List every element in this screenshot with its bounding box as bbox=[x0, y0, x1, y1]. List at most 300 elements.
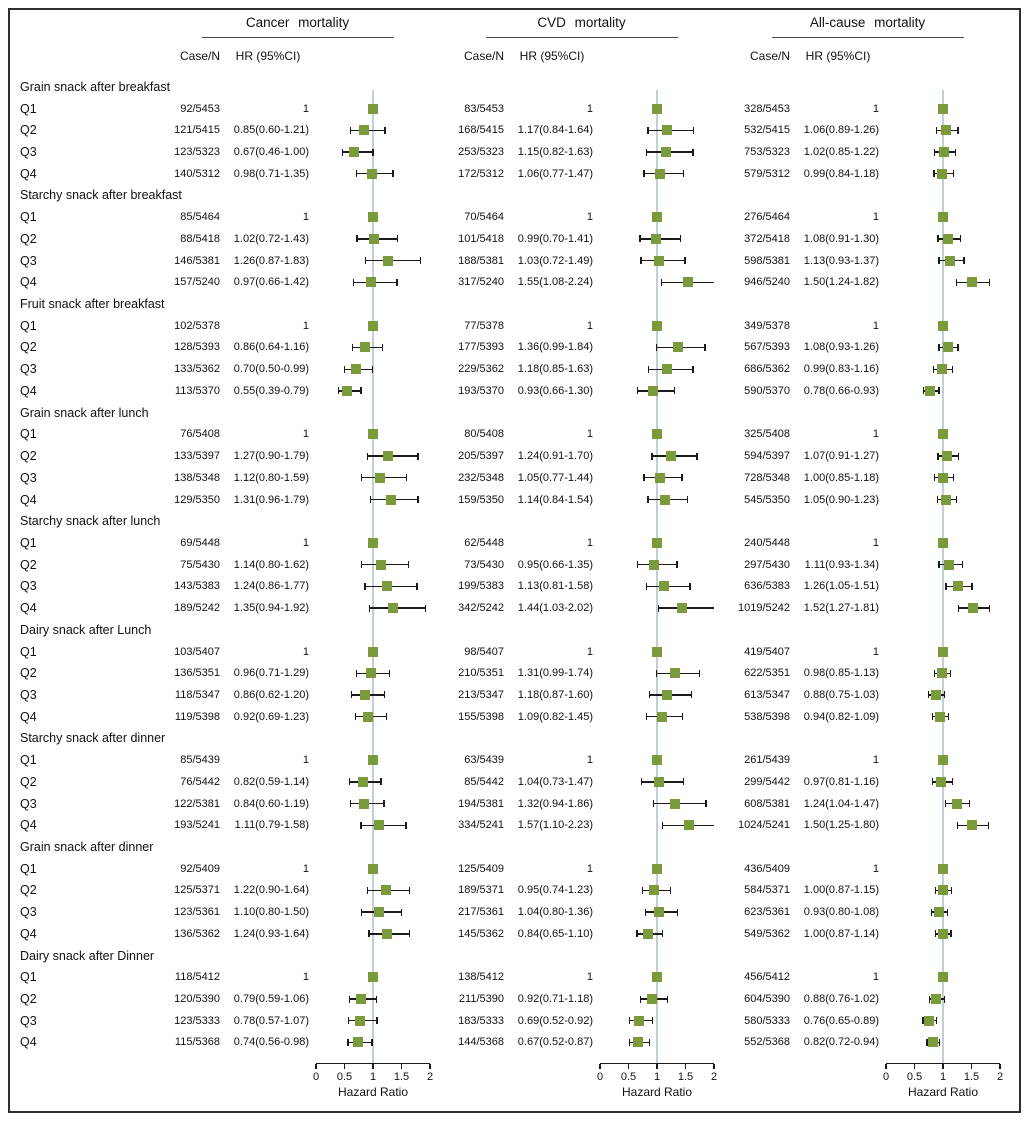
quartile-label: Q3 bbox=[20, 1013, 37, 1028]
case-n-value: 608/5381 bbox=[744, 797, 790, 810]
x-axis-tick-label: 0 bbox=[312, 1071, 320, 1083]
x-axis-tick bbox=[971, 1064, 972, 1069]
quartile-label: Q4 bbox=[20, 383, 37, 398]
hr-ci-value: 0.95(0.66-1.35) bbox=[517, 558, 593, 571]
case-n-value: 128/5393 bbox=[174, 341, 220, 354]
quartile-label: Q2 bbox=[20, 449, 37, 464]
panel-allcause bbox=[735, 141, 1000, 163]
quartile-label: Q2 bbox=[20, 883, 37, 898]
hr-point-marker bbox=[652, 104, 662, 114]
forest-plot-cell bbox=[600, 228, 714, 250]
forest-row bbox=[20, 467, 1000, 489]
panel-cvd bbox=[449, 271, 714, 293]
hr-point-marker bbox=[633, 1037, 643, 1047]
forest-plot-cell bbox=[886, 119, 1000, 141]
hr-ci-value: 0.88(0.75-1.03) bbox=[803, 688, 879, 701]
case-n-value: 549/5362 bbox=[744, 927, 790, 940]
panel-cancer bbox=[165, 901, 430, 923]
panel-cvd bbox=[449, 358, 714, 380]
forest-row bbox=[20, 706, 1000, 728]
hr-point-marker bbox=[374, 907, 384, 917]
forest-plot-cell bbox=[600, 1010, 714, 1032]
case-n-value: 118/5347 bbox=[174, 688, 220, 701]
hr-point-marker bbox=[368, 972, 378, 982]
panel-allcause bbox=[735, 1010, 1000, 1032]
forest-plot-cell bbox=[886, 814, 1000, 836]
ci-cap-right bbox=[360, 387, 361, 394]
forest-plot-cell bbox=[316, 554, 430, 576]
case-n-value: 567/5393 bbox=[744, 341, 790, 354]
quartile-label: Q4 bbox=[20, 166, 37, 181]
hr-ci-value: 1.14(0.84-1.54) bbox=[517, 493, 593, 506]
ci-cap-left bbox=[646, 713, 647, 720]
hr-ci-value: 0.78(0.57-1.07) bbox=[233, 1014, 309, 1027]
case-n-value: 125/5409 bbox=[458, 862, 504, 875]
ci-cap-right bbox=[674, 387, 675, 394]
ci-cap-left bbox=[370, 496, 371, 503]
x-axis-title: Hazard Ratio bbox=[337, 1085, 409, 1099]
case-n-value: 120/5390 bbox=[174, 993, 220, 1006]
panel-cvd bbox=[449, 337, 714, 359]
case-n-value: 622/5351 bbox=[744, 667, 790, 680]
ci-cap-right bbox=[371, 1039, 372, 1046]
hr-ci-value: 1.44(1.03-2.02) bbox=[517, 602, 593, 615]
forest-plot-cell bbox=[316, 119, 430, 141]
forest-plot-cell bbox=[316, 141, 430, 163]
x-axis-tick-label: 0 bbox=[596, 1071, 604, 1083]
panel-cancer bbox=[165, 206, 430, 228]
forest-plot-cell bbox=[600, 641, 714, 663]
case-n-value: 172/5312 bbox=[458, 167, 504, 180]
panel-cvd bbox=[449, 814, 714, 836]
forest-row bbox=[20, 662, 1000, 684]
ci-cap-right bbox=[677, 909, 678, 916]
x-axis-tick-label: 0.5 bbox=[336, 1071, 353, 1083]
forest-plot-cell bbox=[600, 554, 714, 576]
panel-allcause bbox=[735, 228, 1000, 250]
case-n-value: 217/5361 bbox=[458, 906, 504, 919]
hr-ci-value: 1.12(0.80-1.59) bbox=[233, 471, 309, 484]
ci-cap-right bbox=[951, 887, 952, 894]
ci-cap-right bbox=[682, 713, 683, 720]
forest-plot-cell bbox=[886, 358, 1000, 380]
ci-cap-left bbox=[639, 235, 640, 242]
panel-cancer bbox=[165, 98, 430, 120]
case-n-value: 532/5415 bbox=[744, 124, 790, 137]
forest-row bbox=[20, 923, 1000, 945]
forest-plot-cell bbox=[600, 358, 714, 380]
hr-point-marker bbox=[684, 820, 694, 830]
case-n-value: 146/5381 bbox=[174, 254, 220, 267]
forest-plot-cell bbox=[316, 228, 430, 250]
forest-plot-cell bbox=[886, 706, 1000, 728]
forest-plot-cell bbox=[886, 1032, 1000, 1054]
hr-point-marker bbox=[651, 234, 661, 244]
panel-allcause bbox=[735, 358, 1000, 380]
forest-plot-cell bbox=[316, 597, 430, 619]
quartile-label: Q3 bbox=[20, 796, 37, 811]
hr-ci-value: 0.85(0.60-1.21) bbox=[233, 124, 309, 137]
case-n-value: 686/5362 bbox=[744, 363, 790, 376]
ci-cap-left bbox=[648, 366, 649, 373]
hr-ci-value: 1.24(1.04-1.47) bbox=[803, 797, 879, 810]
forest-plot-cell bbox=[316, 901, 430, 923]
hr-point-marker bbox=[938, 104, 948, 114]
case-n-value: 1024/5241 bbox=[738, 819, 790, 832]
quartile-label: Q2 bbox=[20, 774, 37, 789]
forest-plot-cell bbox=[886, 337, 1000, 359]
case-n-value: 183/5333 bbox=[458, 1014, 504, 1027]
forest-row bbox=[20, 380, 1000, 402]
x-axis-tick-label: 1 bbox=[369, 1071, 377, 1083]
x-axis-tick-label: 1 bbox=[939, 1071, 947, 1083]
case-n-value: 342/5242 bbox=[458, 602, 504, 615]
hr-point-marker bbox=[967, 820, 977, 830]
hr-point-marker bbox=[928, 1037, 938, 1047]
forest-row bbox=[20, 988, 1000, 1010]
forest-plot-cell bbox=[600, 923, 714, 945]
ci-cap-right bbox=[971, 583, 972, 590]
case-n-value: 199/5383 bbox=[458, 580, 504, 593]
ci-cap-left bbox=[350, 127, 351, 134]
case-n-value: 88/5418 bbox=[180, 232, 220, 245]
ci-cap-left bbox=[349, 996, 350, 1003]
hr-ci-value: 0.67(0.46-1.00) bbox=[233, 146, 309, 159]
ci-cap-left bbox=[367, 453, 368, 460]
hr-ci-value: 0.96(0.71-1.29) bbox=[233, 667, 309, 680]
forest-row bbox=[20, 271, 1000, 293]
case-n-value: 240/5448 bbox=[744, 536, 790, 549]
hr-ci-value: 1 bbox=[302, 319, 309, 332]
panel-cancer bbox=[165, 532, 430, 554]
hr-point-marker bbox=[643, 929, 653, 939]
ci-cap-left bbox=[342, 149, 343, 156]
panel-allcause bbox=[735, 684, 1000, 706]
forest-row bbox=[20, 597, 1000, 619]
hr-point-marker bbox=[938, 972, 948, 982]
ci-cap-left bbox=[653, 800, 654, 807]
hr-ci-value: 1.05(0.90-1.23) bbox=[803, 493, 879, 506]
forest-plot-cell bbox=[316, 923, 430, 945]
case-n-value: 98/5407 bbox=[464, 645, 504, 658]
ci-cap-left bbox=[646, 149, 647, 156]
ci-cap-left bbox=[646, 583, 647, 590]
quartile-label: Q2 bbox=[20, 557, 37, 572]
ci-cap-right bbox=[687, 496, 688, 503]
forest-plot-cell bbox=[886, 1010, 1000, 1032]
forest-plot-cell bbox=[886, 793, 1000, 815]
case-n-value: 101/5418 bbox=[458, 232, 504, 245]
ci-cap-right bbox=[936, 1017, 937, 1024]
panel-cancer bbox=[165, 641, 430, 663]
hr-point-marker bbox=[369, 234, 379, 244]
ci-cap-right bbox=[681, 474, 682, 481]
hr-ci-value: 1.00(0.87-1.15) bbox=[803, 884, 879, 897]
forest-plot-cell bbox=[316, 988, 430, 1010]
case-n-value: 552/5368 bbox=[744, 1036, 790, 1049]
ci-cap-left bbox=[352, 344, 353, 351]
hr-ci-value: 1.06(0.77-1.47) bbox=[517, 167, 593, 180]
case-n-value: 113/5370 bbox=[174, 384, 220, 397]
forest-row bbox=[20, 966, 1000, 988]
panel-cancer bbox=[165, 1032, 430, 1054]
hr-point-marker bbox=[652, 538, 662, 548]
ci-cap-left bbox=[350, 800, 351, 807]
ci-cap-left bbox=[361, 561, 362, 568]
case-n-value: 325/5408 bbox=[744, 428, 790, 441]
hr-ci-value: 1.04(0.73-1.47) bbox=[517, 775, 593, 788]
forest-plot-cell bbox=[886, 966, 1000, 988]
panel-cvd bbox=[449, 793, 714, 815]
ci-cap-right bbox=[939, 1039, 940, 1046]
group-row bbox=[20, 293, 1000, 315]
ci-cap-right bbox=[409, 887, 410, 894]
ci-cap-left bbox=[937, 496, 938, 503]
hr-ci-value: 1 bbox=[586, 428, 593, 441]
hr-point-marker bbox=[355, 1016, 365, 1026]
case-n-value: 334/5241 bbox=[458, 819, 504, 832]
ci-cap-left bbox=[651, 453, 652, 460]
forest-plot-cell bbox=[600, 706, 714, 728]
panel-cancer bbox=[165, 576, 430, 598]
panel-cvd bbox=[449, 206, 714, 228]
hr-ci-value: 1 bbox=[586, 754, 593, 767]
panel-cancer bbox=[165, 554, 430, 576]
quartile-label: Q2 bbox=[20, 666, 37, 681]
case-n-value: 121/5415 bbox=[174, 124, 220, 137]
ci-cap-left bbox=[931, 909, 932, 916]
ci-cap-right bbox=[401, 909, 402, 916]
hr-ci-value: 1.11(0.93-1.34) bbox=[804, 558, 879, 571]
panel-cancer bbox=[165, 445, 430, 467]
panel-cancer bbox=[165, 380, 430, 402]
panel-allcause bbox=[735, 901, 1000, 923]
forest-plot-cell bbox=[316, 250, 430, 272]
case-n-value: 194/5381 bbox=[458, 797, 504, 810]
panel-cvd bbox=[449, 749, 714, 771]
hr-point-marker bbox=[662, 690, 672, 700]
hr-point-marker bbox=[368, 538, 378, 548]
ci-cap-left bbox=[640, 996, 641, 1003]
hr-point-marker bbox=[360, 690, 370, 700]
panel-cvd bbox=[449, 424, 714, 446]
group-label: Grain snack after dinner bbox=[20, 840, 154, 855]
ci-cap-left bbox=[649, 691, 650, 698]
hr-ci-value: 1.06(0.89-1.26) bbox=[803, 124, 879, 137]
ci-cap-left bbox=[355, 713, 356, 720]
hr-point-marker bbox=[936, 777, 946, 787]
hr-point-marker bbox=[654, 907, 664, 917]
hr-ci-value: 0.93(0.80-1.08) bbox=[803, 906, 879, 919]
case-n-value: 70/5464 bbox=[464, 211, 504, 224]
panel-cvd bbox=[449, 250, 714, 272]
panel-allcause bbox=[735, 814, 1000, 836]
forest-plot-cell bbox=[316, 380, 430, 402]
case-n-value: 138/5348 bbox=[174, 471, 220, 484]
hr-ci-value: 1 bbox=[586, 102, 593, 115]
hr-point-marker bbox=[943, 234, 953, 244]
forest-plot-cell bbox=[600, 771, 714, 793]
hr-ci-value: 1.00(0.85-1.18) bbox=[803, 471, 879, 484]
hr-point-marker bbox=[661, 147, 671, 157]
ci-cap-right bbox=[947, 909, 948, 916]
ci-cap-left bbox=[932, 778, 933, 785]
hr-point-marker bbox=[349, 147, 359, 157]
forest-row bbox=[20, 641, 1000, 663]
ci-cap-right bbox=[955, 149, 956, 156]
forest-row bbox=[20, 1010, 1000, 1032]
ci-cap-right bbox=[989, 279, 990, 286]
hr-ci-value: 1 bbox=[302, 645, 309, 658]
hr-ci-value: 1.50(1.25-1.80) bbox=[803, 819, 879, 832]
panel-cvd bbox=[449, 141, 714, 163]
panel-cancer bbox=[165, 250, 430, 272]
panel-cvd bbox=[449, 858, 714, 880]
case-n-value: 129/5350 bbox=[174, 493, 220, 506]
quartile-label: Q4 bbox=[20, 709, 37, 724]
ci-cap-left bbox=[643, 474, 644, 481]
group-label: Starchy snack after breakfast bbox=[20, 188, 182, 203]
case-n-value: 76/5408 bbox=[180, 428, 220, 441]
x-axis-tick-label: 0.5 bbox=[906, 1071, 923, 1083]
forest-row bbox=[20, 793, 1000, 815]
ci-cap-right bbox=[680, 235, 681, 242]
x-axis-tick bbox=[628, 1064, 629, 1069]
forest-row bbox=[20, 163, 1000, 185]
ci-cap-right bbox=[957, 127, 958, 134]
panel-allcause bbox=[735, 706, 1000, 728]
hr-point-marker bbox=[652, 647, 662, 657]
hr-point-marker bbox=[938, 538, 948, 548]
panel-cancer bbox=[165, 880, 430, 902]
ci-cap-left bbox=[937, 453, 938, 460]
panel-cvd bbox=[449, 119, 714, 141]
panel-allcause bbox=[735, 749, 1000, 771]
panel-allcause bbox=[735, 163, 1000, 185]
panel-allcause bbox=[735, 119, 1000, 141]
forest-plot-cell bbox=[600, 337, 714, 359]
case-n-value: 211/5390 bbox=[458, 993, 504, 1006]
x-axis-tick bbox=[401, 1064, 402, 1069]
hr-ci-value: 1 bbox=[302, 102, 309, 115]
panel-allcause bbox=[735, 662, 1000, 684]
forest-row bbox=[20, 337, 1000, 359]
panel-header-allcause bbox=[735, 14, 1000, 63]
hr-ci-value: 0.97(0.66-1.42) bbox=[233, 276, 309, 289]
case-n-value: 299/5442 bbox=[744, 775, 790, 788]
forest-plot-cell bbox=[316, 163, 430, 185]
quartile-label: Q2 bbox=[20, 340, 37, 355]
ci-cap-right bbox=[372, 149, 373, 156]
forest-plot-cell bbox=[600, 206, 714, 228]
case-n-value: 133/5362 bbox=[174, 363, 220, 376]
hr-ci-value: 1 bbox=[872, 211, 879, 224]
ci-cap-right bbox=[696, 453, 697, 460]
group-label: Grain snack after lunch bbox=[20, 405, 149, 420]
quartile-label: Q4 bbox=[20, 492, 37, 507]
case-n-value: 75/5430 bbox=[180, 558, 220, 571]
ci-cap-left bbox=[661, 279, 662, 286]
quartile-label: Q3 bbox=[20, 687, 37, 702]
x-axis-tick-label: 1 bbox=[653, 1071, 661, 1083]
case-n-header: Case/N bbox=[179, 49, 220, 63]
ci-cap-left bbox=[936, 127, 937, 134]
panel-title-cvd: CVD mortality bbox=[486, 15, 678, 38]
ci-cap-left bbox=[361, 909, 362, 916]
quartile-label: Q3 bbox=[20, 905, 37, 920]
forest-plot-cell bbox=[316, 445, 430, 467]
forest-row bbox=[20, 228, 1000, 250]
panel-cvd bbox=[449, 489, 714, 511]
forest-plot-cell bbox=[316, 1032, 430, 1054]
hr-point-marker bbox=[666, 451, 676, 461]
ci-cap-left bbox=[643, 170, 644, 177]
hr-point-marker bbox=[673, 342, 683, 352]
forest-plot-cell bbox=[600, 597, 714, 619]
forest-plot-cell bbox=[886, 380, 1000, 402]
case-n-value: 92/5453 bbox=[180, 102, 220, 115]
hr-ci-value: 1.55(1.08-2.24) bbox=[517, 276, 593, 289]
hr-ci-value: 1.11(0.79-1.58) bbox=[234, 819, 309, 832]
forest-rows-layer bbox=[20, 76, 1000, 1053]
hr-point-marker bbox=[935, 712, 945, 722]
hr-point-marker bbox=[381, 885, 391, 895]
group-row bbox=[20, 185, 1000, 207]
hr-ci-value: 0.84(0.60-1.19) bbox=[233, 797, 309, 810]
panel-cancer bbox=[165, 315, 430, 337]
hr-point-marker bbox=[386, 495, 396, 505]
ci-cap-right bbox=[392, 170, 393, 177]
forest-plot-cell bbox=[600, 119, 714, 141]
forest-row bbox=[20, 771, 1000, 793]
x-axis-tick-label: 1.5 bbox=[393, 1071, 410, 1083]
hr-point-marker bbox=[368, 212, 378, 222]
hr-point-marker bbox=[360, 342, 370, 352]
forest-plot-cell bbox=[600, 380, 714, 402]
hr-ci-value: 1.27(0.90-1.79) bbox=[233, 450, 309, 463]
ci-cap-right bbox=[389, 670, 390, 677]
ci-cap-left bbox=[934, 670, 935, 677]
ci-cap-right bbox=[944, 691, 945, 698]
case-n-value: 102/5378 bbox=[174, 319, 220, 332]
forest-plot-cell bbox=[886, 923, 1000, 945]
forest-plot-cell bbox=[600, 315, 714, 337]
hr-ci-value: 1.31(0.96-1.79) bbox=[233, 493, 309, 506]
quartile-label: Q2 bbox=[20, 231, 37, 246]
ci-cap-left bbox=[945, 583, 946, 590]
ci-cap-right bbox=[692, 366, 693, 373]
panel-cancer bbox=[165, 597, 430, 619]
panel-cancer bbox=[165, 966, 430, 988]
hr-ci-value: 1 bbox=[872, 754, 879, 767]
panel-allcause bbox=[735, 597, 1000, 619]
forest-plot-cell bbox=[886, 597, 1000, 619]
group-label: Grain snack after breakfast bbox=[20, 79, 171, 94]
hr-point-marker bbox=[652, 321, 662, 331]
forest-plot-cell bbox=[316, 337, 430, 359]
ci-cap-left bbox=[356, 235, 357, 242]
hr-point-marker bbox=[939, 147, 949, 157]
x-axis-tick bbox=[429, 1064, 430, 1069]
panel-cancer bbox=[165, 988, 430, 1010]
forest-row bbox=[20, 250, 1000, 272]
ci-cap-right bbox=[944, 996, 945, 1003]
hr-point-marker bbox=[368, 647, 378, 657]
hr-ci-value: 0.55(0.39-0.79) bbox=[233, 384, 309, 397]
forest-plot-cell bbox=[600, 467, 714, 489]
x-axis-tick-label: 1.5 bbox=[963, 1071, 980, 1083]
case-n-value: 69/5448 bbox=[180, 536, 220, 549]
